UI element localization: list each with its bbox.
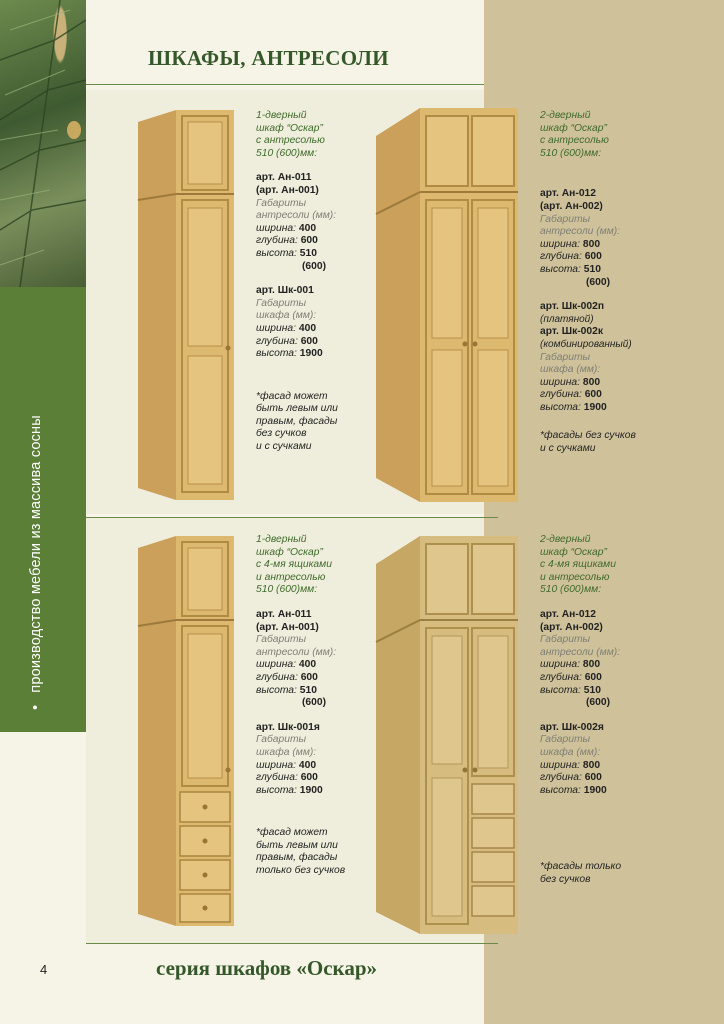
- heading-line: 510 (600)мм:: [256, 147, 318, 159]
- dimension-row: [256, 323, 338, 336]
- dim-value: 800: [582, 238, 601, 250]
- article-number: арт. Ан-012: [540, 608, 597, 620]
- dimension-row: [540, 672, 621, 685]
- dim-value: 600: [300, 235, 318, 247]
- dimension-row: [540, 377, 636, 390]
- dim-label: глубина:: [540, 389, 582, 401]
- pine-branch-photo: [0, 0, 86, 287]
- dimension-row: [256, 760, 345, 773]
- dimension-row: [540, 760, 621, 773]
- dim-value: 400: [298, 659, 317, 671]
- dimension-row: [256, 772, 345, 785]
- note-line: только без сучков: [256, 865, 346, 877]
- heading-line: с антресолью: [540, 135, 609, 147]
- heading-line: 510 (600)мм:: [256, 584, 318, 596]
- dim-label: глубина:: [256, 235, 298, 247]
- dims-title: Габариты: [256, 634, 307, 646]
- article-number: арт. Шк-001я: [256, 721, 320, 733]
- dim-value: 510: [299, 684, 317, 696]
- product-2-description: [540, 110, 636, 456]
- note-line: *фасад может: [256, 827, 328, 839]
- dim-label: глубина:: [256, 671, 298, 683]
- dim-value: 400: [298, 759, 317, 771]
- note-line: правым, фасады: [256, 852, 338, 864]
- dimension-row: [256, 672, 345, 685]
- dimension-row: [540, 402, 636, 415]
- product-1-description: [256, 110, 338, 454]
- note-line: без сучков: [256, 428, 307, 440]
- side-vertical-text: [28, 415, 44, 710]
- heading-line: шкаф “Оскар”: [256, 546, 323, 558]
- dim-value: 800: [582, 759, 601, 771]
- page-number: 4: [40, 962, 48, 977]
- dims-title: шкафа (мм):: [256, 310, 317, 322]
- dim-value: 510: [583, 263, 601, 275]
- dimension-row: [540, 264, 636, 277]
- dim-value: 1900: [583, 401, 607, 413]
- note-line: и с сучками: [540, 443, 596, 455]
- heading-line: 2-дверный: [540, 110, 591, 121]
- dim-value: 600: [584, 671, 602, 683]
- note-line: *фасад может: [256, 390, 328, 402]
- dim-label: ширина:: [256, 322, 296, 334]
- article-number: (арт. Ан-002): [540, 621, 603, 633]
- dim-label: высота:: [540, 401, 581, 413]
- heading-line: 510 (600)мм:: [540, 147, 602, 159]
- note-line: *фасады только: [540, 861, 622, 873]
- note-line: без сучков: [540, 873, 591, 885]
- dims-title: Габариты: [540, 634, 591, 646]
- article-subtitle: (комбинированный): [540, 338, 632, 350]
- heading-line: с 4-мя ящиками: [540, 559, 616, 571]
- cabinet-1-door-drawers-image: [136, 534, 236, 930]
- dim-label: высота:: [256, 348, 297, 360]
- footer-title: серия шкафов «Оскар»: [156, 956, 378, 980]
- dimension-row: [540, 389, 636, 402]
- dimension-row: [256, 659, 345, 672]
- side-bullet: •: [28, 704, 44, 710]
- article-subtitle: (платяной): [540, 313, 594, 325]
- dim-label: ширина:: [540, 238, 580, 250]
- dim-value: 600: [584, 251, 602, 263]
- cabinet-2-door-mezzanine-image: [374, 106, 520, 504]
- dim-value: 1900: [299, 348, 323, 360]
- note-line: и с сучками: [256, 441, 312, 453]
- dim-label: глубина:: [256, 772, 298, 784]
- dim-value: 600: [300, 335, 318, 347]
- dim-label: ширина:: [256, 759, 296, 771]
- dimension-row: [540, 785, 621, 798]
- dimension-row: [256, 336, 338, 349]
- dim-label: ширина:: [256, 222, 296, 234]
- dim-label: высота:: [540, 684, 581, 696]
- article-number: арт. Ан-011: [256, 608, 312, 620]
- heading-line: шкаф “Оскар”: [540, 546, 607, 558]
- dim-label: высота:: [256, 784, 297, 796]
- dim-value: 400: [298, 222, 317, 234]
- article-number: (арт. Ан-002): [540, 200, 603, 212]
- heading-line: шкаф “Оскар”: [256, 122, 323, 134]
- article-number: арт. Ан-011: [256, 172, 312, 184]
- dims-title: антресоли (мм):: [256, 210, 337, 222]
- dim-label: высота:: [540, 263, 581, 275]
- dim-value: 600: [584, 389, 602, 401]
- article-number: арт. Шк-002я: [540, 721, 604, 733]
- cabinet-2-door-drawers-image: [374, 534, 520, 938]
- dimension-row: [540, 772, 621, 785]
- article-number: (арт. Ан-001): [256, 184, 319, 196]
- dim-value: 400: [298, 322, 317, 334]
- dim-label: глубина:: [540, 671, 582, 683]
- heading-line: с 4-мя ящиками: [256, 559, 332, 571]
- article-number: арт. Шк-001: [256, 285, 314, 297]
- middle-rule: [86, 517, 498, 518]
- dims-title: антресоли (мм):: [256, 646, 337, 658]
- dimension-row: [540, 685, 621, 698]
- dims-title: Габариты: [256, 297, 307, 309]
- dim-label: глубина:: [540, 251, 582, 263]
- dim-label: глубина:: [540, 772, 582, 784]
- dimension-row: [540, 251, 636, 264]
- dim-label: ширина:: [256, 659, 296, 671]
- dim-value: 600: [300, 671, 318, 683]
- article-number: (арт. Ан-001): [256, 621, 319, 633]
- dimension-row: [256, 348, 338, 361]
- dims-title: Габариты: [540, 213, 591, 225]
- dim-label: высота:: [540, 784, 581, 796]
- side-text: производство мебели из массива сосны: [28, 415, 44, 693]
- heading-line: с антресолью: [256, 135, 325, 147]
- dimension-row: [256, 248, 338, 261]
- dim-value: 800: [582, 659, 601, 671]
- product-3-description: [256, 534, 345, 878]
- heading-line: и антресолью: [540, 571, 610, 583]
- dim-extra: (600): [586, 697, 611, 709]
- dimension-row: [256, 685, 345, 698]
- cabinet-1-door-mezzanine-image: [136, 108, 236, 504]
- dim-value: 800: [582, 376, 601, 388]
- dims-title: Габариты: [540, 351, 591, 363]
- dim-extra: (600): [586, 276, 611, 288]
- page-title: ШКАФЫ, АНТРЕСОЛИ: [148, 46, 389, 70]
- dimension-row: [256, 235, 338, 248]
- heading-line: 1-дверный: [256, 534, 307, 545]
- note-line: *фасады без сучков: [540, 430, 636, 442]
- dim-value: 510: [583, 684, 601, 696]
- left-lower-area: [0, 732, 86, 1024]
- note-line: быть левым или: [256, 403, 338, 415]
- dim-label: высота:: [256, 247, 297, 259]
- dims-title: Габариты: [540, 734, 591, 746]
- dim-value: 510: [299, 247, 317, 259]
- dim-label: ширина:: [540, 659, 580, 671]
- dims-title: шкафа (мм):: [256, 746, 317, 758]
- title-rule: [86, 84, 484, 85]
- dims-title: антресоли (мм):: [540, 646, 621, 658]
- dims-title: Габариты: [256, 197, 307, 209]
- dims-title: шкафа (мм):: [540, 746, 601, 758]
- heading-line: 2-дверный: [540, 534, 591, 545]
- note-line: правым, фасады: [256, 415, 338, 427]
- dim-label: ширина:: [540, 376, 580, 388]
- bottom-rule: [86, 943, 498, 944]
- dimension-row: [540, 659, 621, 672]
- dimension-row: [256, 223, 338, 236]
- article-number: арт. Шк-002п: [540, 301, 605, 313]
- dim-value: 600: [300, 772, 318, 784]
- heading-line: 1-дверный: [256, 110, 307, 121]
- dim-value: 1900: [299, 784, 323, 796]
- dim-label: глубина:: [256, 335, 298, 347]
- dimension-row: [540, 239, 636, 252]
- dimension-row: [256, 785, 345, 798]
- dim-extra: (600): [302, 260, 327, 272]
- dim-extra: (600): [302, 697, 327, 709]
- dims-title: Габариты: [256, 734, 307, 746]
- note-line: быть левым или: [256, 839, 338, 851]
- heading-line: шкаф “Оскар”: [540, 122, 607, 134]
- article-number: арт. Ан-012: [540, 188, 597, 200]
- dim-label: высота:: [256, 684, 297, 696]
- dims-title: шкафа (мм):: [540, 364, 601, 376]
- dim-value: 600: [584, 772, 602, 784]
- product-4-description: [540, 534, 621, 886]
- dim-value: 1900: [583, 784, 607, 796]
- heading-line: и антресолью: [256, 571, 326, 583]
- article-number: арт. Шк-002к: [540, 326, 604, 338]
- dims-title: антресоли (мм):: [540, 226, 621, 238]
- dim-label: ширина:: [540, 759, 580, 771]
- heading-line: 510 (600)мм:: [540, 584, 602, 596]
